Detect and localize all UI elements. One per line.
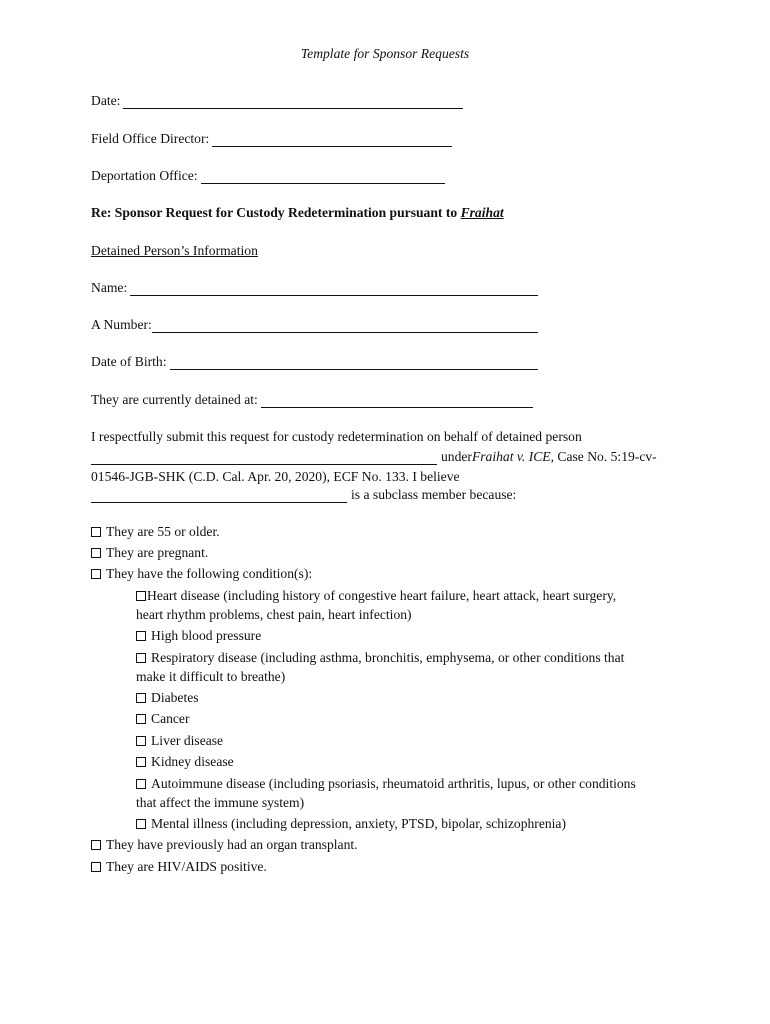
- name-input-line[interactable]: [130, 283, 538, 296]
- deportation-office-label: Deportation Office:: [91, 168, 198, 183]
- heart-label-continued: heart rhythm problems, chest pain, heart infection): [136, 607, 412, 622]
- re-line-case: Fraihat: [460, 205, 504, 220]
- request-line-2-pre: under: [441, 449, 472, 464]
- condition-blood-pressure: [136, 628, 261, 644]
- transplant-label: They have previously had an organ transplant.: [106, 837, 358, 852]
- request-line-2-case: Fraihat v. ICE: [471, 449, 551, 464]
- pregnant-checkbox[interactable]: [91, 548, 101, 558]
- cancer-checkbox[interactable]: [136, 714, 146, 724]
- request-line-4-text: is a subclass member because:: [351, 487, 517, 502]
- diabetes-checkbox[interactable]: [136, 693, 146, 703]
- condition-liver: [136, 733, 223, 749]
- request-line-1: I respectfully submit this request for custody redetermination on behalf of detained person: [91, 429, 582, 444]
- criterion-transplant: [91, 837, 358, 853]
- mental-checkbox[interactable]: [136, 819, 146, 829]
- condition-kidney: [136, 754, 234, 770]
- transplant-checkbox[interactable]: [91, 840, 101, 850]
- a-number-field: [91, 317, 538, 333]
- condition-respiratory: [136, 650, 624, 666]
- document-title: Template for Sponsor Requests: [300, 46, 470, 61]
- re-line: [91, 205, 504, 221]
- diabetes-label: Diabetes: [151, 690, 199, 705]
- respiratory-label-continued: make it difficult to breathe): [136, 669, 286, 684]
- field-office-director-label: Field Office Director:: [91, 131, 210, 146]
- autoimmune-checkbox[interactable]: [136, 779, 146, 789]
- hiv-label: They are HIV/AIDS positive.: [106, 859, 267, 874]
- date-field: [91, 93, 463, 109]
- criterion-conditions: [91, 566, 312, 582]
- date-of-birth-label: Date of Birth:: [91, 354, 167, 369]
- condition-autoimmune: [136, 776, 636, 792]
- age-label: They are 55 or older.: [106, 524, 220, 539]
- a-number-label: A Number:: [91, 317, 152, 332]
- blood-pressure-checkbox[interactable]: [136, 631, 146, 641]
- subclass-member-blank[interactable]: [91, 490, 347, 503]
- re-line-prefix: Re: Sponsor Request for Custody Redetermination pursuant to: [91, 205, 461, 220]
- a-number-input-line[interactable]: [152, 320, 538, 333]
- pregnant-label: They are pregnant.: [106, 545, 209, 560]
- request-line-4: [91, 487, 516, 503]
- criterion-pregnant: [91, 545, 208, 561]
- condition-cancer: [136, 711, 190, 727]
- criterion-hiv: [91, 859, 267, 875]
- hiv-checkbox[interactable]: [91, 862, 101, 872]
- field-office-director-input-line[interactable]: [212, 134, 452, 147]
- autoimmune-label-continued: that affect the immune system): [136, 795, 305, 810]
- deportation-office-input-line[interactable]: [201, 171, 445, 184]
- respiratory-label: Respiratory disease (including asthma, bronchitis, emphysema, or other conditions that: [151, 650, 625, 665]
- liver-label: Liver disease: [151, 733, 224, 748]
- deportation-office-field: [91, 168, 445, 184]
- name-field: [91, 280, 538, 296]
- date-input-line[interactable]: [123, 96, 463, 109]
- kidney-checkbox[interactable]: [136, 757, 146, 767]
- age-checkbox[interactable]: [91, 527, 101, 537]
- heart-checkbox[interactable]: [136, 591, 146, 601]
- date-of-birth-field: [91, 354, 538, 370]
- kidney-label: Kidney disease: [151, 754, 234, 769]
- detained-person-blank[interactable]: [91, 452, 437, 465]
- detained-at-input-line[interactable]: [261, 395, 533, 408]
- section-heading: Detained Person’s Information: [91, 243, 258, 258]
- condition-heart: [136, 588, 616, 604]
- conditions-label: They have the following condition(s):: [106, 566, 313, 581]
- request-line-2: [91, 449, 657, 465]
- cancer-label: Cancer: [151, 711, 190, 726]
- liver-checkbox[interactable]: [136, 736, 146, 746]
- heart-label: Heart disease (including history of congestive heart failure, heart attack, heart surgery,: [147, 588, 617, 603]
- detained-at-field: [91, 392, 533, 408]
- autoimmune-label: Autoimmune disease (including psoriasis, rheumatoid arthritis, lupus, or other conditions: [151, 776, 636, 791]
- field-office-director-field: [91, 131, 452, 147]
- date-of-birth-input-line[interactable]: [170, 357, 538, 370]
- date-label: Date:: [91, 93, 121, 108]
- criterion-age: [91, 524, 220, 540]
- request-line-3: 01546-JGB-SHK (C.D. Cal. Apr. 20, 2020), ECF No. 133. I believe: [91, 469, 460, 484]
- mental-label: Mental illness (including depression, anxiety, PTSD, bipolar, schizophrenia): [151, 816, 566, 831]
- detained-at-label: They are currently detained at:: [91, 392, 258, 407]
- name-label: Name:: [91, 280, 128, 295]
- request-line-2-post: , Case No. 5:19-cv-: [550, 449, 657, 464]
- condition-diabetes: [136, 690, 199, 706]
- conditions-checkbox[interactable]: [91, 569, 101, 579]
- blood-pressure-label: High blood pressure: [151, 628, 262, 643]
- respiratory-checkbox[interactable]: [136, 653, 146, 663]
- condition-mental: [136, 816, 566, 832]
